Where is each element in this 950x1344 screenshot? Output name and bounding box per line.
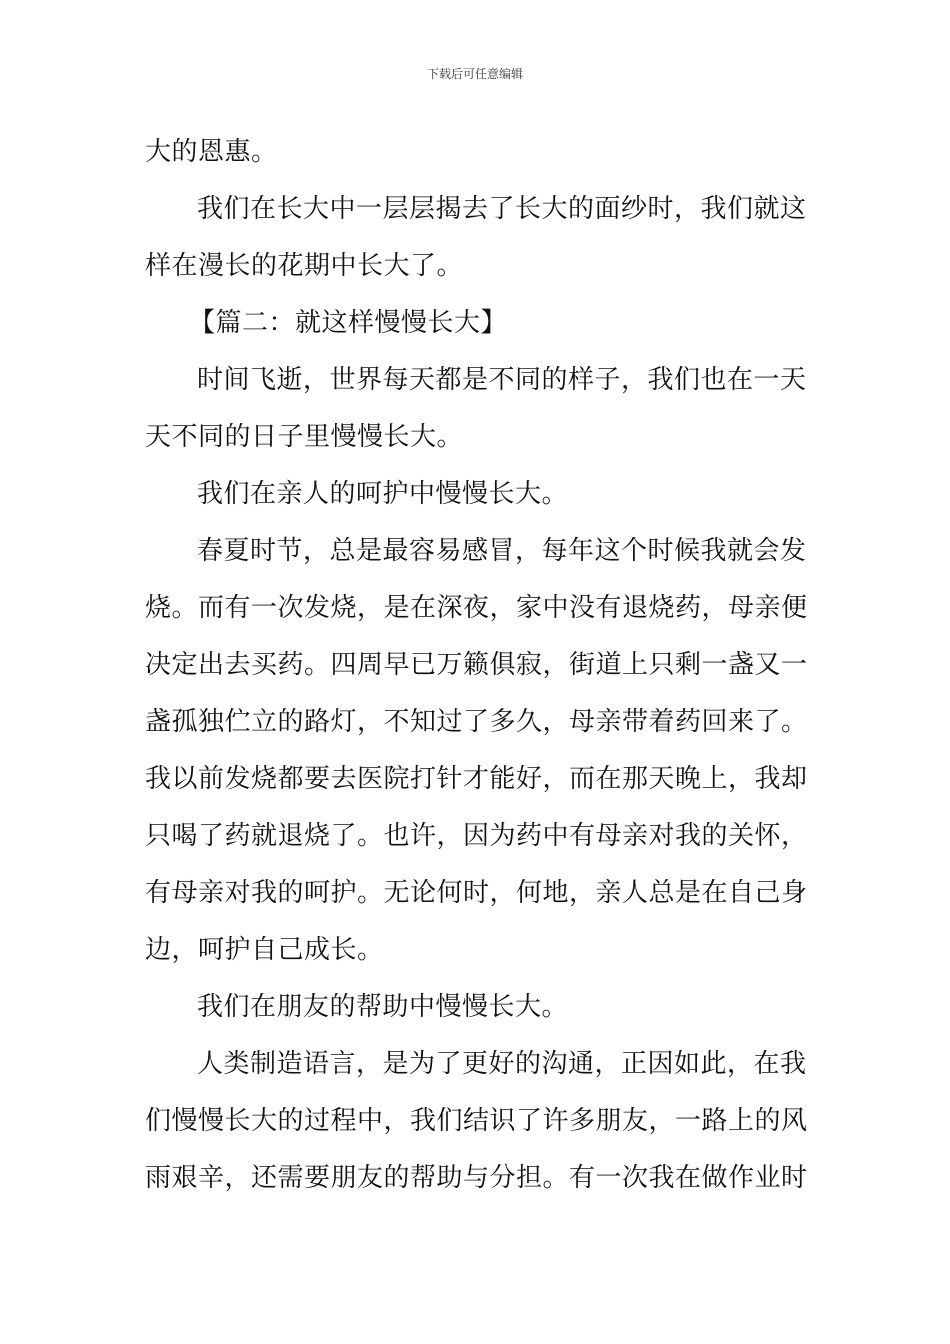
- page-header: 下载后可任意编辑: [426, 67, 523, 81]
- text-line: 大的恩惠。: [145, 137, 278, 167]
- document-body: [145, 124, 807, 1207]
- text-line: 有母亲对我的呵护。无论何时，何地，亲人总是在自己身: [145, 878, 808, 908]
- text-line: 我以前发烧都要去医院打针才能好，而在那天晚上，我却: [145, 764, 808, 794]
- paragraph-start-line: 我们在长大中一层层揭去了长大的面纱时，我们就这: [197, 194, 807, 224]
- text-line: 天不同的日子里慢慢长大。: [145, 422, 464, 452]
- paragraph-start-line: 我们在亲人的呵护中慢慢长大。: [197, 479, 569, 509]
- paragraph-start-line: 人类制造语言，是为了更好的沟通，正因如此，在我: [197, 1049, 807, 1079]
- text-line: 们慢慢长大的过程中，我们结识了许多朋友，一路上的风: [145, 1106, 808, 1136]
- text-line: 雨艰辛，还需要朋友的帮助与分担。有一次我在做作业时: [145, 1163, 808, 1193]
- section-heading: 【篇二：就这样慢慢长大】: [189, 308, 508, 338]
- text-line: 决定出去买药。四周早已万籁俱寂，街道上只剩一盏又一: [145, 650, 808, 680]
- text-line: 样在漫长的花期中长大了。: [145, 251, 464, 281]
- text-line: 边，呵护自己成长。: [145, 935, 384, 965]
- paragraph-start-line: 时间飞逝，世界每天都是不同的样子，我们也在一天: [197, 365, 807, 395]
- text-line: 盏孤独伫立的路灯，不知过了多久，母亲带着药回来了。: [145, 707, 808, 737]
- text-line: 烧。而有一次发烧，是在深夜，家中没有退烧药，母亲便: [145, 593, 808, 623]
- paragraph-start-line: 我们在朋友的帮助中慢慢长大。: [197, 992, 569, 1022]
- text-line: 只喝了药就退烧了。也许，因为药中有母亲对我的关怀，: [145, 821, 808, 851]
- paragraph-start-line: 春夏时节，总是最容易感冒，每年这个时候我就会发: [197, 536, 807, 566]
